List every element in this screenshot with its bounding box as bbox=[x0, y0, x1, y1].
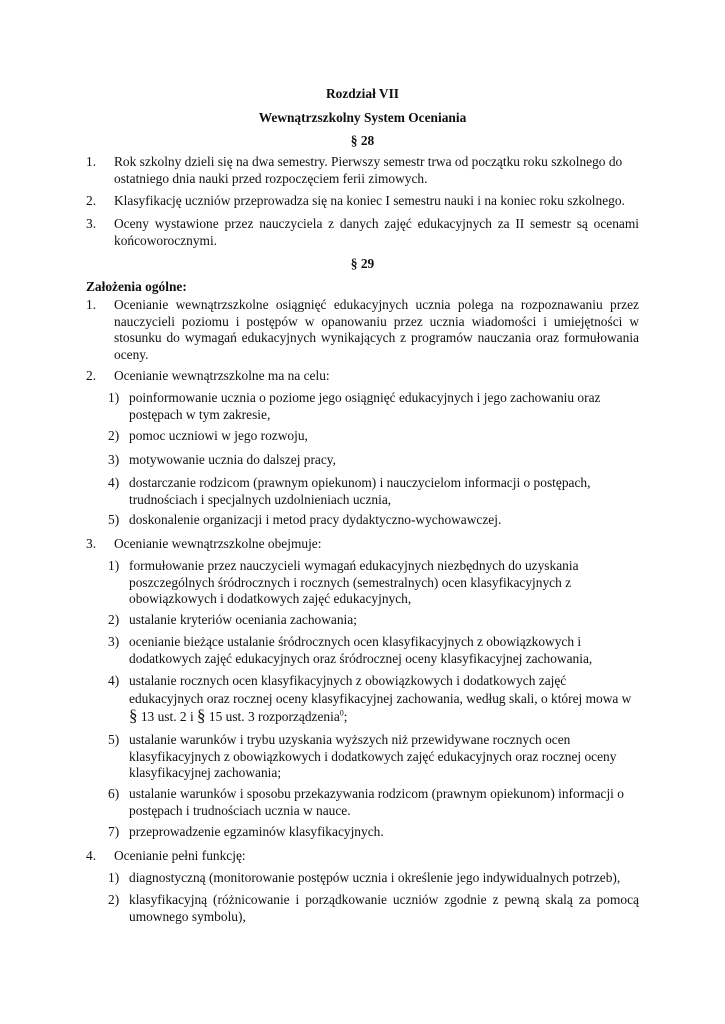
s29-item-1 bbox=[86, 297, 639, 363]
item-text: Oceny wystawione przez nauczyciela z danych zajęć edukacyjnych za II semestr są ocenami końcoworocznymi. bbox=[114, 216, 639, 248]
s29-3-sub-3 bbox=[86, 634, 639, 667]
item-number: 1. bbox=[86, 154, 97, 169]
item-number: 2. bbox=[86, 368, 97, 383]
item-text: Ocenianie wewnątrzszkolne osiągnięć edukacyjnych ucznia polega na rozpoznawaniu przez nauczycieli poziomu i postępów w opanowaniu przez ucznia wiadomości i umiejętności w stosunku do wymagań edukacyjnych wynikających z programów nauczania oraz formułowania oceny. bbox=[114, 297, 639, 362]
ref-text: 13 ust. 2 i bbox=[137, 709, 198, 724]
sub-text: przeprowadzenie egzaminów klasyfikacyjnych. bbox=[129, 824, 384, 839]
sub-number: 1) bbox=[108, 558, 120, 573]
sub-text: formułowanie przez nauczycieli wymagań edukacyjnych niezbędnych do uzyskania poszczególnych śródrocznych i rocznych (semestralnych) ocen klasyfikacyjnych z obowiązkowych i dodatkowych zajęć edukacyjnych, bbox=[129, 558, 579, 606]
item-text: Ocenianie pełni funkcję: bbox=[114, 848, 246, 863]
ref-text: 15 ust. 3 rozporządzenia bbox=[205, 709, 340, 724]
s29-4-sub-2 bbox=[86, 892, 639, 925]
s29-item-4 bbox=[86, 848, 639, 865]
s29-3-sub-7 bbox=[86, 824, 639, 841]
item-text: Ocenianie wewnątrzszkolne obejmuje: bbox=[114, 536, 322, 551]
sub-number: 4) bbox=[108, 673, 120, 688]
paragraph-sign: § bbox=[129, 706, 138, 725]
chapter-heading: Rozdział VII bbox=[325, 86, 400, 101]
item-number: 2. bbox=[86, 193, 97, 208]
sub-text: diagnostyczną (monitorowanie postępów ucznia i określenie jego indywidualnych potrzeb), bbox=[129, 870, 621, 885]
sub-number: 6) bbox=[108, 786, 120, 801]
s29-3-sub-2 bbox=[86, 612, 639, 629]
s29-2-sub-4 bbox=[86, 475, 639, 508]
sub-number: 1) bbox=[108, 870, 120, 885]
sub-number: 2) bbox=[108, 612, 120, 627]
sub-number: 1) bbox=[108, 390, 120, 405]
s28-item-2 bbox=[86, 193, 639, 210]
sub-text: ustalanie kryteriów oceniania zachowania; bbox=[129, 612, 357, 627]
s29-4-sub-1 bbox=[86, 870, 639, 887]
sub-text: ustalanie warunków i sposobu przekazywania rodzicom (prawnym opiekunom) informacji o postępach i trudnościach ucznia w nauce. bbox=[129, 786, 624, 818]
s29-2-sub-5 bbox=[86, 512, 639, 529]
sub-number: 7) bbox=[108, 824, 120, 839]
sub-number: 2) bbox=[108, 892, 120, 907]
sub-text: poinformowanie ucznia o poziome jego osiągnięć edukacyjnych i jego zachowaniu oraz postępach w tym zakresie, bbox=[129, 390, 601, 422]
s29-3-sub-6 bbox=[86, 786, 639, 819]
sub-text: klasyfikacyjną (różnicowanie i porządkowanie uczniów zgodnie z pewną skalą za pomocą umownego symbolu), bbox=[129, 892, 639, 924]
sub-text: ustalanie warunków i trybu uzyskania wyższych niż przewidywane rocznych ocen klasyfikacyjnych z obowiązkowych i dodatkowych zajęć edukacyjnych oraz rocznej oceny klasyfikacyjnej zachowania; bbox=[129, 732, 617, 780]
item-number: 3. bbox=[86, 216, 97, 231]
document-title: Wewnątrzszkolny System Oceniania bbox=[258, 110, 467, 125]
section-29-heading: § 29 bbox=[350, 256, 375, 271]
sub-text: doskonalenie organizacji i metod pracy dydaktyczno-wychowawczej. bbox=[129, 512, 502, 527]
item-text: Rok szkolny dzieli się na dwa semestry. Pierwszy semestr trwa od początku roku szkolnego do ostatniego dnia nauki przed rozpoczęciem ferii zimowych. bbox=[114, 154, 623, 186]
s29-3-sub-4 bbox=[86, 672, 639, 726]
sub-text: ustalanie rocznych ocen klasyfikacyjnych z obowiązkowych i dodatkowych zajęć edukacyjnych oraz rocznej oceny klasyfikacyjnej zachowania, według skali, o której mowa w bbox=[129, 673, 632, 706]
s29-2-sub-3 bbox=[86, 452, 639, 469]
item-number: 1. bbox=[86, 297, 97, 312]
footnote-marker: 0 bbox=[339, 708, 344, 718]
sub-number: 2) bbox=[108, 428, 120, 443]
s29-item-3 bbox=[86, 536, 639, 553]
sub-number: 5) bbox=[108, 732, 120, 747]
s29-3-sub-1 bbox=[86, 558, 639, 608]
sub-text: dostarczanie rodzicom (prawnym opiekunom) i nauczycielom informacji o postępach, trudnościach i specjalnych uzdolnieniach ucznia, bbox=[129, 475, 591, 507]
s28-item-3 bbox=[86, 216, 639, 249]
sub-number: 5) bbox=[108, 512, 120, 527]
paragraph-sign: § bbox=[197, 706, 206, 725]
item-text: Ocenianie wewnątrzszkolne ma na celu: bbox=[114, 368, 330, 383]
s29-2-sub-2 bbox=[86, 428, 639, 445]
section-28-heading: § 28 bbox=[350, 133, 375, 148]
sub-number: 4) bbox=[108, 475, 120, 490]
sub-text: pomoc uczniowi w jego rozwoju, bbox=[129, 428, 308, 443]
s29-3-sub-5 bbox=[86, 732, 639, 782]
s29-2-sub-1 bbox=[86, 390, 639, 423]
sub-text: ocenianie bieżące ustalanie śródrocznych ocen klasyfikacyjnych z obowiązkowych i dodatkowych zajęć edukacyjnych oraz śródrocznej oceny klasyfikacyjnej zachowania, bbox=[129, 634, 593, 666]
sub-number: 3) bbox=[108, 634, 120, 649]
item-number: 3. bbox=[86, 536, 97, 551]
s28-item-1 bbox=[86, 154, 639, 187]
s29-item-2 bbox=[86, 368, 639, 385]
sub-text: motywowanie ucznia do dalszej pracy, bbox=[129, 452, 336, 467]
item-number: 4. bbox=[86, 848, 97, 863]
sub-number: 3) bbox=[108, 452, 120, 467]
section-29-subheading: Założenia ogólne: bbox=[86, 279, 187, 294]
ref-end: ; bbox=[343, 709, 348, 724]
item-text: Klasyfikację uczniów przeprowadza się na koniec I semestru nauki i na koniec roku szkolnego. bbox=[114, 193, 625, 208]
